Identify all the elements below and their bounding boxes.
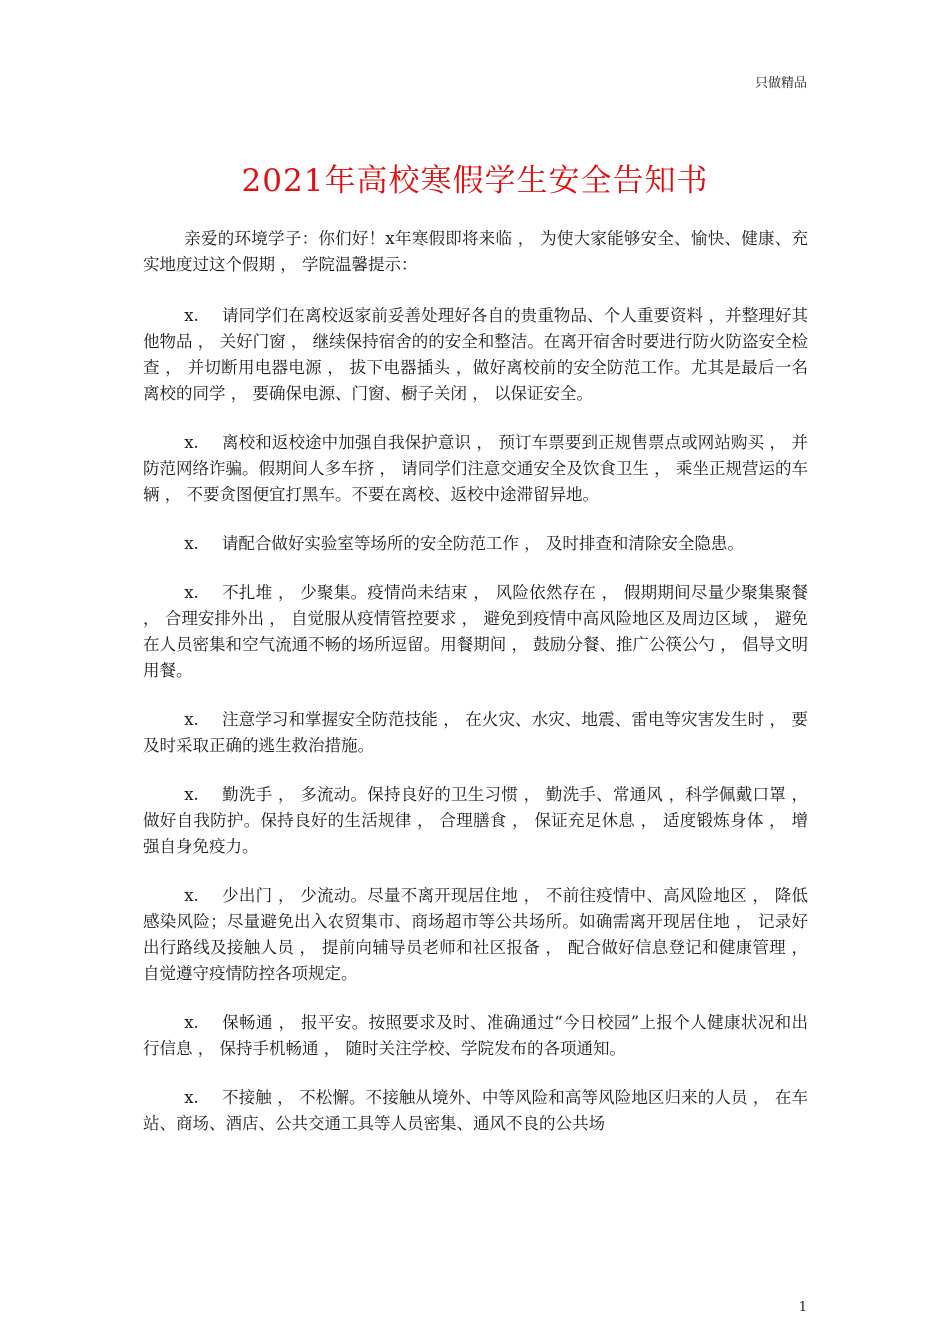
greeting-paragraph: 亲爱的环境学子：你们好！x年寒假即将来临 ， 为使大家能够安全、愉快、健康、充实地度过这个假期 ， 学院温馨提示： — [143, 229, 808, 274]
notice-item — [143, 1085, 808, 1137]
notice-item — [143, 1010, 808, 1062]
item-number: x. — [184, 1013, 199, 1032]
item-number: x. — [184, 785, 199, 804]
item-number: x. — [184, 1088, 199, 1107]
page-number: 1 — [798, 1300, 807, 1315]
item-text: 请配合做好实验室等场所的安全防范工作 ， 及时排查和清除安全隐患。 — [221, 534, 744, 553]
notice-item — [143, 303, 808, 407]
notice-item — [143, 883, 808, 987]
document-title: 2021年高校寒假学生安全告知书 — [241, 163, 709, 199]
item-number: x. — [184, 534, 199, 553]
item-text: 不扎堆 ， 少聚集。疫情尚未结束 ， 风险依然存在 ， 假期期间尽量少聚集聚餐 ， 合理安排外出 ， 自觉服从疫情管控要求 ， 避免到疫情中高风险地区及周边区域 ， 避免在人员密集和空气流通不畅的场所逗留。用餐期间 ， 鼓励分餐、推广公筷公勺 ， 倡导文明用餐。 — [143, 583, 808, 680]
notice-item — [143, 580, 808, 684]
item-text: 离校和返校途中加强自我保护意识 ， 预订车票要到正规售票点或网站购买 ， 并防范网络诈骗。假期间人多车挤 ， 请同学们注意交通安全及饮食卫生 ， 乘坐正规营运的车辆 ， 不要贪图便宜打黑车。不要在离校、返校中途滞留异地。 — [143, 433, 808, 504]
notice-item — [143, 707, 808, 759]
item-number: x. — [184, 886, 199, 905]
notice-item — [143, 430, 808, 508]
item-text: 不接触 ， 不松懈。不接触从境外、中等风险和高等风险地区归来的人员 ， 在车站、商场、酒店、公共交通工具等人员密集、通风不良的公共场 — [143, 1088, 808, 1133]
item-number: x. — [184, 583, 199, 602]
item-number: x. — [184, 433, 199, 452]
item-number: x. — [184, 710, 199, 729]
header-note: 只做精品 — [754, 76, 807, 91]
item-text: 注意学习和掌握安全防范技能 ， 在火灾、水灾、地震、雷电等灾害发生时 ， 要及时采取正确的逃生救治措施。 — [143, 710, 808, 755]
item-text: 保畅通 ， 报平安。按照要求及时、准确通过“今日校园”上报个人健康状况和出行信息 ， 保持手机畅通 ， 随时关注学校、学院发布的各项通知。 — [143, 1013, 808, 1058]
item-text: 请同学们在离校返家前妥善处理好各自的贵重物品、个人重要资料 ，并整理好其他物品 ， 关好门窗 ， 继续保持宿舍的的安全和整洁。在离开宿舍时要进行防火防盗安全检查 ， 并切断用电器电源 ， 拔下电器插头 ，做好离校前的安全防范工作。尤其是最后一名离校的同学 ， 要确保电源、门窗、橱子关闭 ， 以保证安全。 — [143, 306, 808, 403]
document-body — [143, 226, 808, 1160]
notice-item — [143, 782, 808, 860]
item-number: x. — [184, 306, 199, 325]
item-text: 勤洗手 ， 多流动。保持良好的卫生习惯 ， 勤洗手、常通风 ，科学佩戴口罩 ， 做好自我防护。保持良好的生活规律 ， 合理膳食 ， 保证充足休息 ， 适度锻炼身体 ， 增强自身免疫力。 — [143, 785, 808, 856]
notice-item — [143, 531, 808, 557]
item-text: 少出门 ， 少流动。尽量不离开现居住地 ， 不前往疫情中、高风险地区 ， 降低感染风险；尽量避免出入农贸集市、商场超市等公共场所。如确需离开现居住地 ， 记录好出行路线及接触人员 ， 提前向辅导员老师和社区报备 ， 配合做好信息登记和健康管理 ， 自觉遵守疫情防控各项规定。 — [143, 886, 808, 983]
